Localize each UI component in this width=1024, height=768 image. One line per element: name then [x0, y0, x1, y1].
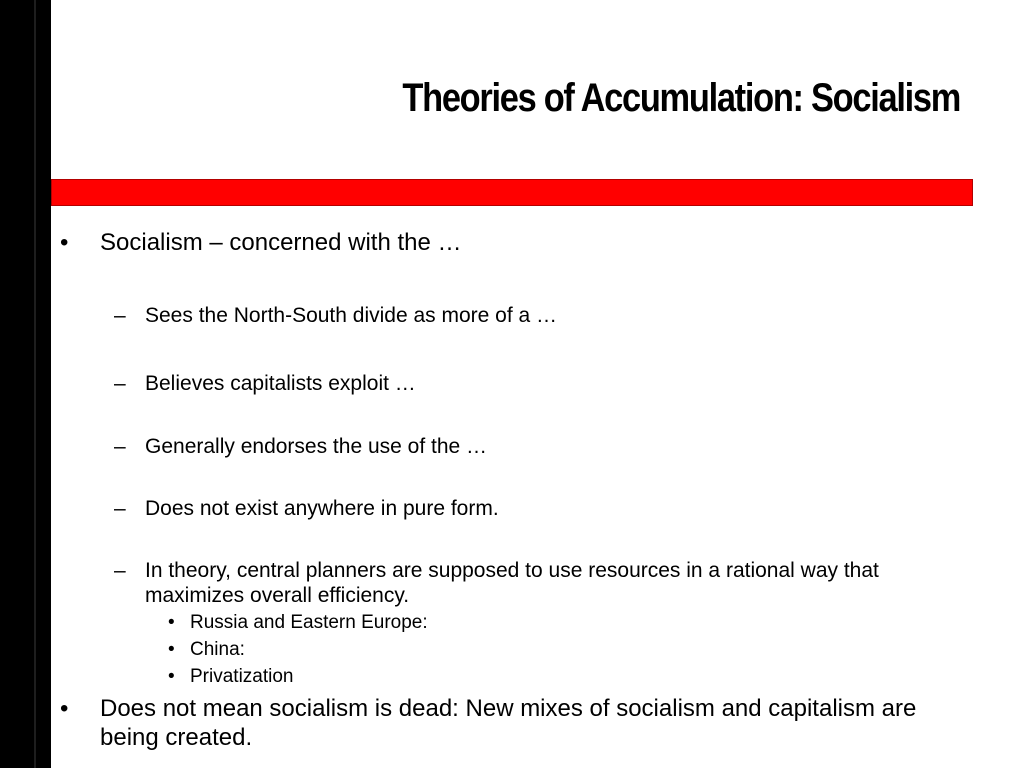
sub-bullet-item — [114, 371, 416, 396]
sub-bullet-text: Generally endorses the use of the … — [145, 435, 488, 458]
sub-sub-bullet-text: Russia and Eastern Europe: — [190, 612, 428, 633]
bullet-marker: • — [60, 695, 69, 722]
dash-marker: – — [114, 304, 126, 327]
sub-sub-bullet-item — [168, 610, 428, 635]
sub-sub-bullet-text: Privatization — [190, 666, 294, 687]
bullet-marker: • — [60, 229, 69, 256]
left-bar-stripe — [34, 0, 36, 768]
sub-bullet-text: Believes capitalists exploit … — [145, 372, 416, 395]
slide-title: Theories of Accumulation: Socialism — [402, 76, 961, 120]
bullet-item — [60, 228, 462, 257]
sub-bullet-item — [114, 558, 955, 608]
sub-bullet-item — [114, 496, 499, 521]
sub-sub-bullet-item — [168, 637, 245, 662]
bullet-marker: • — [168, 612, 175, 633]
bullet-marker: • — [168, 639, 175, 660]
dash-marker: – — [114, 435, 126, 458]
sub-bullet-text: Sees the North-South divide as more of a … — [145, 304, 558, 327]
bullet-text: Does not mean socialism is dead: New mixes of socialism and capitalism are being created. — [100, 695, 917, 751]
bullet-text: Socialism – concerned with the … — [100, 229, 462, 256]
sub-bullet-item — [114, 303, 558, 328]
sub-sub-bullet-text: China: — [190, 639, 245, 660]
sub-bullet-item — [114, 434, 488, 459]
left-decorative-bar — [0, 0, 51, 768]
sub-bullet-text: Does not exist anywhere in pure form. — [145, 497, 499, 520]
dash-marker: – — [114, 559, 126, 582]
sub-bullet-text: In theory, central planners are supposed to use resources in a rational way that maximizes overall efficiency. — [145, 559, 879, 607]
bullet-item — [60, 694, 920, 752]
bullet-marker: • — [168, 666, 175, 687]
sub-sub-bullet-item — [168, 664, 294, 689]
title-accent-band — [51, 179, 973, 206]
dash-marker: – — [114, 372, 126, 395]
dash-marker: – — [114, 497, 126, 520]
